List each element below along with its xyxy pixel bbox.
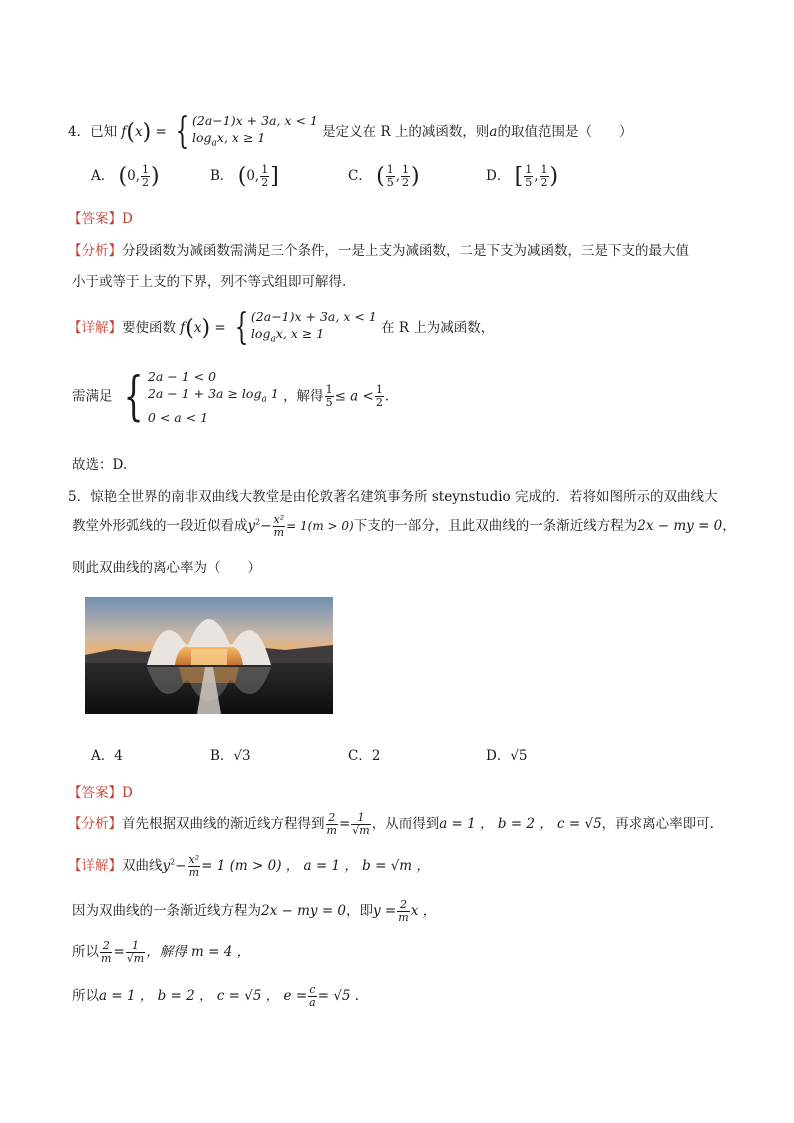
q5-d2-y: y =	[373, 903, 397, 919]
q5-analysis-end: ，再求离心率即可.	[601, 816, 714, 832]
q5-d3-f2d: √m	[126, 952, 145, 965]
q4-option-d-label: D．	[486, 168, 511, 184]
q5-d3	[72, 940, 250, 965]
q4-detail-tag: 【详解】	[68, 319, 122, 336]
q5-eq-y: y	[247, 518, 256, 534]
q4-need-label: 需满足	[72, 388, 113, 405]
q4-option-c-fn: 1	[402, 163, 410, 176]
q4-stem-suffix: 是定义在 R 上的减函数，则	[322, 123, 490, 140]
cathedral-photo-svg	[85, 597, 333, 714]
q4-number: 4．	[68, 123, 91, 140]
q4-option-c-frac2	[401, 164, 410, 189]
q5-d2-frac	[397, 899, 409, 924]
q5-d1-rest: = 1 (m > 0) ， a = 1 ， b = √m ，	[201, 858, 430, 874]
q4-detail-fx: f	[180, 319, 186, 336]
q5-an-f2n: 1	[351, 812, 370, 825]
q4-option-d-fn1: 1	[525, 163, 533, 176]
q5-line2-end: ，	[722, 518, 736, 534]
q4-detail-prefix: 要使函数	[122, 319, 176, 336]
q5-d4-fd: a	[309, 996, 316, 1009]
q4-detail-case2: log	[250, 326, 271, 341]
q5-d2-end: x ，	[410, 903, 437, 919]
q5-analysis-prefix: 首先根据双曲线的渐近线方程得到	[122, 816, 325, 832]
q4-option-a-label: A．	[91, 168, 115, 184]
cathedral-photo	[85, 597, 333, 714]
q4-case2: log	[192, 130, 212, 145]
q4-detail-case1: (2a−1)x + 3a, x < 1	[250, 309, 377, 324]
q4-option-c-open: (	[376, 164, 385, 189]
q4-detail-x: x	[193, 319, 202, 336]
q4-option-c: C． ( $\frac{1}{5}$ , $\frac{1}{2}$ )	[348, 163, 420, 189]
q4-sol-c: 1	[375, 383, 383, 397]
q5-eq-rest: = 1(m > 0)	[286, 519, 354, 533]
q5-option-a-text: 4	[114, 748, 123, 764]
q4-case2-sub: a	[211, 138, 217, 149]
q5-eq-minus: −	[260, 518, 272, 534]
q5-option-a	[91, 744, 123, 764]
q5-eq-frac	[273, 514, 286, 539]
q5-d3-eq: =	[113, 944, 125, 960]
q5-line3: 则此双曲线的离心率为（ ）	[72, 560, 261, 576]
q4-answer-value: D	[122, 211, 133, 227]
q4-option-b	[210, 164, 279, 189]
q4-detail-case2-sub: a	[270, 334, 276, 345]
q5-an-f1n: 2	[326, 812, 338, 825]
q5-option-d-text: √5	[510, 748, 528, 764]
q4-sol-d: 2	[375, 396, 383, 410]
q4-sol-b: 5	[325, 396, 333, 410]
q4-option-b-close: ]	[270, 164, 279, 189]
q5-d3-f1n: 2	[100, 940, 112, 953]
q4-system	[148, 368, 279, 426]
q4-stem-end: 的取值范围是（ ）	[497, 123, 633, 140]
q4-x: x	[134, 123, 143, 140]
q4-option-a-fn: 1	[142, 163, 150, 176]
q5-d3-f2n: 1	[126, 940, 145, 953]
q4-solve: ，解得	[283, 388, 324, 405]
q4-sol-a: 1	[325, 383, 333, 397]
q5-number: 5．	[68, 489, 91, 505]
q4-option-d-frac1	[524, 164, 533, 189]
q5-an-vals: a = 1 ， b = 2 ， c = √5	[439, 816, 602, 832]
q5-d1-y: y	[162, 858, 171, 874]
q4-fx: f	[121, 123, 127, 140]
q4-sys2: 2a − 1 + 3a ≥ log	[147, 386, 262, 401]
q5-d2	[72, 899, 436, 924]
q4-answer	[68, 207, 133, 227]
q5-an-f1d: m	[326, 824, 337, 837]
q5-d1-xn: x²	[188, 853, 200, 866]
q4-option-a-open: (	[118, 164, 128, 189]
q4-option-a-fd: 2	[142, 176, 150, 189]
q4-analysis-line1: 分段函数为减函数需满足三个条件，一是上支为减函数，二是下支为减函数，三是下支的最大值	[122, 243, 689, 259]
q4-choose: 故选：D.	[72, 457, 128, 473]
q5-d1-frac	[188, 854, 201, 879]
q5-option-b-label: B．	[210, 748, 234, 764]
q4-piecewise	[192, 112, 318, 153]
q4-sys2-end: 1	[270, 386, 279, 401]
q4-option-a	[91, 164, 160, 189]
q4-option-c-label: C．	[348, 168, 372, 184]
q5-option-c-label: C．	[348, 748, 372, 764]
q4-eq: =	[155, 123, 167, 140]
q4-option-d-fn: 1	[540, 163, 548, 176]
q5-detail-tag: 【详解】	[68, 858, 122, 874]
q4-option-a-n1: 0,	[127, 168, 141, 184]
q4-a: a	[489, 123, 498, 140]
q5-d3-frac2	[126, 940, 145, 965]
q4-sys3: 0 < a < 1	[147, 409, 209, 425]
q5-d2-prefix: 因为双曲线的一条渐近线方程为	[72, 903, 261, 919]
q5-line2-mid: 下支的一部分，且此双曲线的一条渐近线方程为	[353, 518, 638, 534]
q5-d4-frac	[308, 984, 317, 1009]
q4-detail: 【详解】要使函数 f(x) = { (2a−1)x + 3a, x < 1 $\log_ax$, x ≥ 1 在 R 上为减函数，	[68, 307, 495, 349]
q5-option-c	[348, 744, 380, 764]
q4-detail-piecewise	[251, 308, 377, 349]
q5-d2-mid: ，即	[346, 903, 374, 919]
q5-option-a-label: A．	[91, 748, 115, 764]
q4-sol-frac1	[325, 384, 334, 409]
q5-d1-xd: m	[188, 866, 200, 879]
q5-an-eq: =	[338, 816, 351, 832]
q4-stem: 4．已知 f(x) = { (2a−1)x + 3a, x < 1 $\log_ax$, x ≥ 1 是定义在 R 上的减函数，则a的取值范围是（ ）	[68, 111, 633, 153]
q4-option-c-close: )	[411, 164, 420, 189]
q4-option-c-fn1: 1	[386, 163, 394, 176]
q5-analysis	[68, 812, 714, 837]
q4-case2-rest: x, x ≥ 1	[216, 130, 266, 145]
q5-option-b	[210, 744, 251, 764]
q4-option-a-close: )	[151, 164, 160, 189]
q4-analysis-line2: 小于或等于上支的下界，列不等式组即可解得.	[72, 274, 347, 290]
q5-d1-prefix: 双曲线	[122, 858, 163, 874]
q4-detail-eq: =	[214, 319, 226, 336]
q4-stem-prefix: 已知	[90, 123, 118, 140]
q4-case1: (2a−1)x + 3a, x < 1	[192, 113, 318, 128]
q5-d3-f1d: m	[101, 952, 112, 965]
q5-option-c-text: 2	[371, 748, 381, 764]
q5-option-b-text: √3	[233, 748, 251, 764]
q4-option-c-fd: 2	[402, 176, 410, 189]
q4-analysis-tag: 【分析】	[68, 243, 122, 259]
q5-d3-prefix: 所以	[72, 944, 99, 960]
q4-option-a-frac	[141, 164, 150, 189]
q4-option-c-frac1	[386, 164, 395, 189]
q5-answer-value: D	[122, 785, 133, 801]
q5-asym: 2x − my = 0	[637, 518, 723, 534]
q5-d4-end: = √5 .	[317, 988, 360, 1004]
q4-sol-end: .	[384, 388, 390, 405]
q5-an-frac2	[351, 812, 370, 837]
q5-analysis-mid: ，从而得到	[371, 816, 440, 832]
q4-option-d-open: [	[514, 164, 524, 189]
q5-answer	[68, 781, 133, 801]
q5-eq-xd: m	[273, 526, 285, 539]
q5-d2-fd: m	[398, 911, 409, 924]
q4-option-b-open: (	[237, 164, 247, 189]
q5-d4-fn: c	[309, 983, 316, 996]
q5-line2-prefix: 教堂外形弧线的一段近似看成	[72, 518, 248, 534]
q5-line2: 教堂外形弧线的一段近似看成$y^2-$ $\frac{\text{x²}}{m}$ = 1(m > 0)下支的一部分，且此双曲线的一条渐近线方程为2x − my = 0，	[72, 513, 736, 539]
q4-option-b-fn: 1	[261, 163, 269, 176]
q5-eq-xn: x²	[273, 513, 285, 526]
q5-d3-frac1	[100, 940, 112, 965]
q4-sol-mid: ≤ a <	[334, 388, 374, 405]
q4-option-b-frac	[260, 164, 269, 189]
q4-sol-frac2	[375, 384, 384, 409]
q5-answer-tag: 【答案】	[68, 785, 122, 801]
q5-option-d-label: D．	[486, 748, 511, 764]
q4-sys2-sub: a	[261, 394, 267, 405]
q4-analysis	[68, 239, 689, 259]
q4-answer-tag: 【答案】	[68, 211, 122, 227]
q5-d4	[72, 984, 359, 1009]
q4-option-d-frac2	[540, 164, 549, 189]
q4-option-b-label: B．	[210, 168, 234, 184]
q5-d1-minus: −	[175, 858, 187, 874]
q4-option-d-close: )	[549, 164, 559, 189]
q4-detail-suffix: 在 R 上为减函数，	[381, 319, 495, 336]
q4-need: 需满足 { 2a − 1 < 0 $2a - 1 + 3a \ge \log_a 1$ 0 < a < 1 ，解得 $\frac{1}{5}$ ≤ a < $\frac{1}{2}$ .	[72, 366, 390, 427]
q5-detail: 【详解】双曲线$y^2-$ $\frac{\text{x²}}{m}$ = 1 (m > 0) ， a = 1 ， b = √m ，	[68, 853, 430, 879]
q4-option-c-fd1: 5	[386, 176, 394, 189]
q4-option-b-fd: 2	[261, 176, 269, 189]
q5-d2-asym: 2x − my = 0	[261, 903, 347, 919]
q5-d3-rest: ，解得 m = 4 ，	[146, 944, 251, 960]
q5-an-f2d: √m	[352, 824, 370, 837]
q5-d4-vals: a = 1 ， b = 2 ， c = √5 ， e =	[99, 988, 308, 1004]
q4-option-b-n1: 0,	[246, 168, 260, 184]
q5-option-d	[486, 744, 528, 764]
q5-d2-fn: 2	[397, 899, 409, 912]
q4-option-d: D． [ $\frac{1}{5}$ , $\frac{1}{2}$ )	[486, 163, 559, 189]
q4-option-d-fd: 2	[540, 176, 548, 189]
q4-option-d-fd1: 5	[525, 176, 533, 189]
q4-sys1: 2a − 1 < 0	[147, 369, 217, 384]
q5-line1-text: 惊艳全世界的南非双曲线大教堂是由伦敦著名建筑事务所 steynstudio 完成的．若将如图所示的双曲线大	[90, 489, 718, 505]
q5-analysis-tag: 【分析】	[68, 816, 122, 832]
q5-line1	[68, 485, 717, 505]
q4-detail-case2-rest: x, x ≥ 1	[275, 326, 325, 341]
q5-d4-prefix: 所以	[72, 988, 99, 1004]
q5-an-frac1	[326, 812, 338, 837]
